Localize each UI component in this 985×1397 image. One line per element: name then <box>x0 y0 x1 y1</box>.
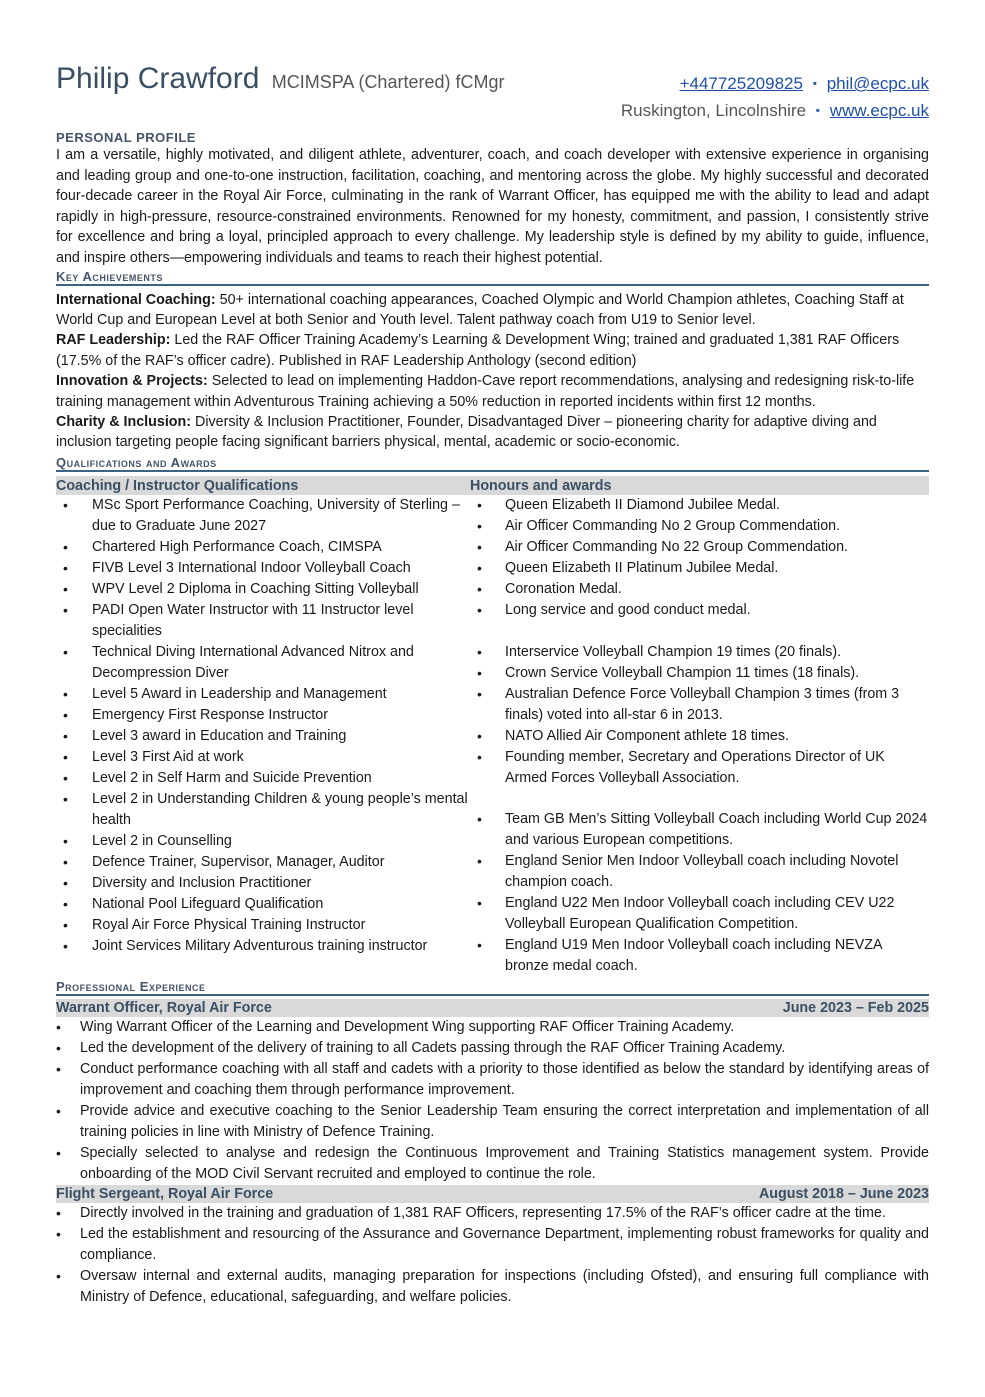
job-bullets <box>56 1203 929 1308</box>
achievement-label: Innovation & Projects: <box>56 373 208 390</box>
qualification-item: • Level 2 in Counselling <box>56 831 470 852</box>
job-role: Warrant Officer, Royal Air Force <box>56 999 272 1016</box>
coaching-qualifications-list <box>56 495 470 957</box>
achievement-label: RAF Leadership: <box>56 332 171 349</box>
qualification-item: • Emergency First Response Instructor <box>56 705 470 726</box>
contact-line-2 <box>621 101 929 121</box>
job-bullet: • Led the development of the delivery of training to all Cadets passing through the RAF Officer Training Academy. <box>56 1038 929 1059</box>
achievement-charity <box>56 412 929 453</box>
cv-header <box>56 0 929 130</box>
qualification-item: • Level 2 in Self Harm and Suicide Prevention <box>56 768 470 789</box>
coaching-qualifications-column <box>56 476 470 977</box>
coaching-qualifications-heading: Coaching / Instructor Qualifications <box>56 476 470 495</box>
job-bullet: • Provide advice and executive coaching to the Senior Leadership Team ensuring the correct interpretation and implementation of all training policies in line with Ministry of Defence Training. <box>56 1101 929 1143</box>
honours-list-medals <box>470 495 929 621</box>
honour-item: • NATO Allied Air Component athlete 18 times. <box>470 726 929 747</box>
candidate-name <box>56 62 504 96</box>
honour-item: • Team GB Men’s Sitting Volleyball Coach including World Cup 2024 and various European competitions. <box>470 809 929 851</box>
job-bullet: • Conduct performance coaching with all staff and cadets with a priority to those identified as below the standard by identifying areas of improvement and coaching them through performance improvement. <box>56 1059 929 1101</box>
qualification-item: • Technical Diving International Advanced Nitrox and Decompression Diver <box>56 642 470 684</box>
job-dates: June 2023 – Feb 2025 <box>782 999 929 1016</box>
honour-item: • Crown Service Volleyball Champion 11 times (18 finals). <box>470 663 929 684</box>
achievement-text: Selected to lead on implementing Haddon-Cave report recommendations, analysing and redesigning risk-to-life training management within Adventurous Training achieving a 50% reduction in reported incidents within first 12 months. <box>56 373 915 410</box>
qualification-item: • Defence Trainer, Supervisor, Manager, Auditor <box>56 852 470 873</box>
honour-item: • Queen Elizabeth II Diamond Jubilee Medal. <box>470 495 929 516</box>
separator-icon: ▪ <box>812 76 817 90</box>
achievements-heading: Key Achievements <box>56 269 929 286</box>
achievement-label: International Coaching: <box>56 291 216 308</box>
honour-item: • Air Officer Commanding No 2 Group Commendation. <box>470 516 929 537</box>
job-header <box>56 1185 929 1203</box>
contact-line-1 <box>680 74 929 94</box>
honour-item: • Air Officer Commanding No 22 Group Commendation. <box>470 537 929 558</box>
achievement-international <box>56 290 929 331</box>
profile-heading: PERSONAL PROFILE <box>56 130 196 145</box>
achievement-raf-leadership <box>56 330 929 371</box>
honour-item: • Founding member, Secretary and Operations Director of UK Armed Forces Volleyball Association. <box>470 747 929 789</box>
website-link[interactable]: www.ecpc.uk <box>829 101 929 120</box>
honour-item: • England U22 Men Indoor Volleyball coach including CEV U22 Volleyball European Qualification Competition. <box>470 893 929 935</box>
job-bullet: • Specially selected to analyse and redesign the Continuous Improvement and Training Statistics management system. Provide onboarding of the MOD Civil Servant recruited and employed to continue the role. <box>56 1143 929 1185</box>
job-bullet: • Directly involved in the training and graduation of 1,381 RAF Officers, representing 17.5% of the RAF’s officer cadre at the time. <box>56 1203 929 1224</box>
postnominals: MCIMSPA (Chartered) fCMgr <box>271 72 505 92</box>
honour-item: • Queen Elizabeth II Platinum Jubilee Medal. <box>470 558 929 579</box>
qualification-item: • Joint Services Military Adventurous training instructor <box>56 936 470 957</box>
achievement-text: Diversity & Inclusion Practitioner, Founder, Disadvantaged Diver – pioneering charity for adaptive diving and inclusion targeting people facing significant barriers physical, mental, academic or socio-economic. <box>56 414 877 451</box>
phone-link[interactable]: +447725209825 <box>679 74 803 93</box>
qualification-item: • Level 5 Award in Leadership and Management <box>56 684 470 705</box>
honours-list-coaching <box>470 809 929 977</box>
qualifications-columns <box>56 476 929 977</box>
job-bullet: • Oversaw internal and external audits, managing preparation for inspections (including Ofsted), and ensuring full compliance with Ministry of Defence, educational, safeguarding, and welfare policies. <box>56 1266 929 1308</box>
qualifications-heading: Qualifications and Awards <box>56 455 929 472</box>
qualification-item: • Level 2 in Understanding Children & young people’s mental health <box>56 789 470 831</box>
name-text: Philip Crawford <box>56 62 260 95</box>
job-dates: August 2018 – June 2023 <box>758 1185 929 1202</box>
honours-heading: Honours and awards <box>470 476 929 495</box>
job-header <box>56 999 929 1017</box>
qualification-item: • PADI Open Water Instructor with 11 Instructor level specialities <box>56 600 470 642</box>
qualification-item: • WPV Level 2 Diploma in Coaching Sitting Volleyball <box>56 579 470 600</box>
honour-item: • England U19 Men Indoor Volleyball coach including NEVZA bronze medal coach. <box>470 935 929 977</box>
achievement-innovation <box>56 371 929 412</box>
job-role: Flight Sergeant, Royal Air Force <box>56 1185 274 1202</box>
job-bullet: • Wing Warrant Officer of the Learning and Development Wing supporting RAF Officer Training Academy. <box>56 1017 929 1038</box>
email-link[interactable]: phil@ecpc.uk <box>826 74 929 93</box>
honour-item: • England Senior Men Indoor Volleyball coach including Novotel champion coach. <box>470 851 929 893</box>
qualification-item: • MSc Sport Performance Coaching, University of Sterling – due to Graduate June 2027 <box>56 495 470 537</box>
separator-icon: ▪ <box>815 103 821 117</box>
qualification-item: • National Pool Lifeguard Qualification <box>56 894 470 915</box>
achievement-label: Charity & Inclusion: <box>56 414 192 430</box>
job-bullets <box>56 1017 929 1185</box>
experience-heading: Professional Experience <box>56 979 929 996</box>
honours-list-volleyball <box>470 642 929 789</box>
experience-jobs <box>56 999 929 1308</box>
achievement-text: Led the RAF Officer Training Academy’s Learning & Development Wing; trained and graduated 1,381 RAF Officers (17.5% of the RAF’s officer cadre). Published in RAF Leadership Anthology (second edition) <box>56 332 900 369</box>
job-bullet: • Led the establishment and resourcing of the Assurance and Governance Department, implementing robust frameworks for quality and compliance. <box>56 1224 929 1266</box>
qualification-item: • Level 3 First Aid at work <box>56 747 470 768</box>
honour-item: • Long service and good conduct medal. <box>470 600 929 621</box>
qualification-item: • Royal Air Force Physical Training Instructor <box>56 915 470 936</box>
qualification-item: • Diversity and Inclusion Practitioner <box>56 873 470 894</box>
qualification-item: • Level 3 award in Education and Training <box>56 726 470 747</box>
qualification-item: • FIVB Level 3 International Indoor Volleyball Coach <box>56 558 470 579</box>
honour-item: • Interservice Volleyball Champion 19 times (20 finals). <box>470 642 929 663</box>
honour-item: • Australian Defence Force Volleyball Champion 3 times (from 3 finals) voted into all-star 6 in 2013. <box>470 684 929 726</box>
achievement-text: 50+ international coaching appearances, Coached Olympic and World Champion athletes, Coaching Staff at World Cup and European Level at both Senior and Youth level. Talent pathway coach from U19 to Senior level. <box>56 291 904 328</box>
location-text: Ruskington, Lincolnshire <box>620 101 807 120</box>
profile-text: I am a versatile, highly motivated, and diligent athlete, adventurer, coach, and coach developer with extensive experience in organising and leading group and one-to-one instruction, facilitation, coaching, and mentoring across the globe. My highly successful and decorated four-decade career in the Royal Air Force, culminating in the rank of Warrant Officer, has equipped me with the ability to lead and adapt rapidly in high-pressure, resource-constrained environments. Renowned for my honesty, commitment, and passion, I consistently strive for excellence and bring a loyal, principled approach to every challenge. My leadership style is defined by my ability to guide, influence, and inspire others—empowering individuals and teams to reach their highest potential. <box>56 147 929 266</box>
honour-item: • Coronation Medal. <box>470 579 929 600</box>
honours-column <box>470 476 929 977</box>
qualification-item: • Chartered High Performance Coach, CIMSPA <box>56 537 470 558</box>
